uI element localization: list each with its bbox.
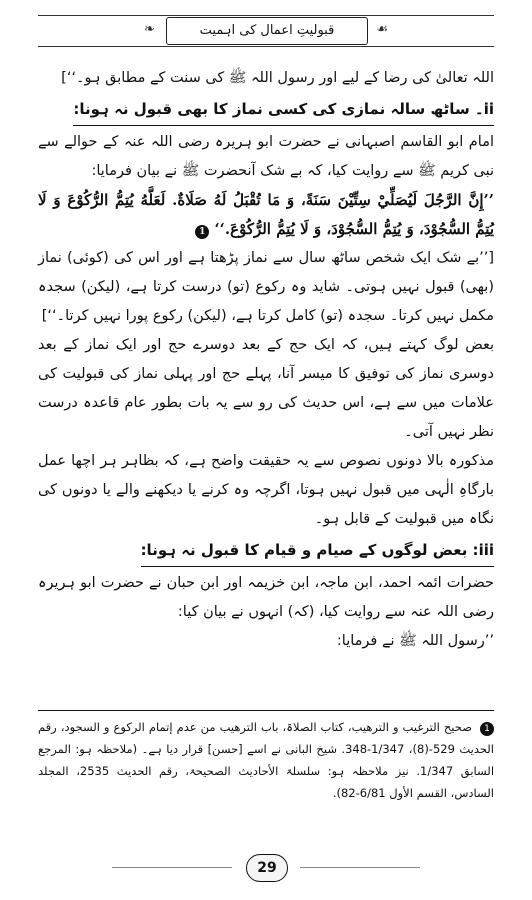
page-number: 29	[246, 854, 288, 882]
section-heading-iii: iii: بعض لوگوں کے صیام و قیام کا قبول نہ ہونا:	[141, 536, 494, 567]
page-body	[38, 64, 494, 656]
footnote	[38, 716, 494, 804]
ornament-right-icon: ☙	[376, 22, 388, 37]
section-iii-row	[38, 536, 494, 567]
paragraph-2: امام ابو القاسم اصبہانی نے حضرت ابو ہریرہ رضی اللہ عنہ کے حوالے سے نبی کریم ﷺ سے روایت کیا، کہ بے شک آنحضرت ﷺ نے بیان فرمایا:	[38, 134, 494, 179]
paragraph-3: بعض لوگ کہتے ہیں، کہ ایک حج کے بعد دوسرے حج اور ایک نماز کے بعد دوسری نماز کی توفیق کا میسر آنا، پہلے حج اور پہلی نماز کی قبولیت کی علامات میں سے ہے، اس حدیث کی رو سے یہ بات بطور عام قاعدہ درست نظر نہیں آتی۔	[38, 337, 494, 440]
arabic-hadith	[38, 186, 494, 244]
header-rule-bottom	[38, 46, 494, 47]
chapter-title: قبولیتِ اعمال کی اہمیت	[166, 17, 368, 45]
footnote-text: صحیح الترغیب و الترھیب، کتاب الصلاۃ، باب الترھیب من عدم إتمام الرکوع و السجود، رقم الحدیث 529-(8)، 1/347-348. شیخ البانی نے اسے [حسن] قرار دیا ہے۔ (ملاحظہ ہو: المرجع السابق 1/347. نیز ملاحظہ ہو: سلسلۃ الأحادیث الصحیحۃ، رقم الحدیث 2535، المجلد السادس، القسم الأول 6/81-82).	[38, 720, 495, 800]
page-number-rule-left	[112, 867, 232, 868]
footnote-divider	[38, 710, 494, 711]
footnote-number: 1	[480, 722, 494, 736]
arabic-hadith-text: ’’إِنَّ الرَّجُلَ لَيُصَلِّيْ سِتِّيْنَ سَنَةً، وَ مَا تُقْبَلُ لَهُ صَلَاةٌ. لَعَلَّهُ يُتِمُّ الرُّكُوْعَ وَ لَا يُتِمُّ السُّجُوْدَ، وَ يُتِمُّ السُّجُوْدَ، وَ لَا يُتِمُّ الرُّكُوْعَ.‘‘	[38, 191, 494, 238]
section-ii-row	[38, 95, 494, 126]
paragraph-1: اللہ تعالیٰ کی رضا کے لیے اور رسول اللہ ﷺ کی سنت کے مطابق ہو۔‘‘]	[61, 70, 494, 86]
chapter-header	[38, 14, 494, 48]
hadith-translation: [’’بے شک ایک شخص ساٹھ سال سے نماز پڑھتا ہے اور اس کی (کوئی) نماز (بھی) قبول نہیں ہوتی۔ شاید وہ رکوع (تو) درست کرتا ہے، (لیکن) سجدہ مکمل نہیں کرتا۔ سجدہ (تو) کامل کرتا ہے، (لیکن) رکوع پورا نہیں کرتا۔‘‘]	[38, 250, 494, 324]
page-number-area	[236, 854, 296, 882]
page-number-rule-right	[300, 867, 420, 868]
paragraph-5: حضرات ائمہ احمد، ابن ماجہ، ابن خزیمہ اور ابن حبان نے حضرت ابو ہریرہ رضی اللہ عنہ سے روایت کیا، (کہ) انہوں نے بیان کیا:	[38, 575, 494, 620]
footnote-marker: 1	[195, 225, 209, 239]
paragraph-6: ’’رسول اللہ ﷺ نے فرمایا:	[336, 633, 494, 649]
ornament-left-icon: ❧	[144, 22, 155, 37]
paragraph-4: مذکورہ بالا دونوں نصوص سے یہ حقیقت واضح ہے، کہ بظاہر ہر اچھا عمل بارگاہِ الٰہی میں قبول نہیں ہوتا، اگرچہ وہ کرنے یا دیکھنے والے یا دونوں کی نگاہ میں قبولیت کے قابل ہو۔	[38, 453, 494, 527]
section-heading-ii: ii۔ ساٹھ سالہ نمازی کی کسی نماز کا بھی قبول نہ ہونا:	[73, 95, 494, 126]
header-rule-top	[38, 15, 494, 16]
